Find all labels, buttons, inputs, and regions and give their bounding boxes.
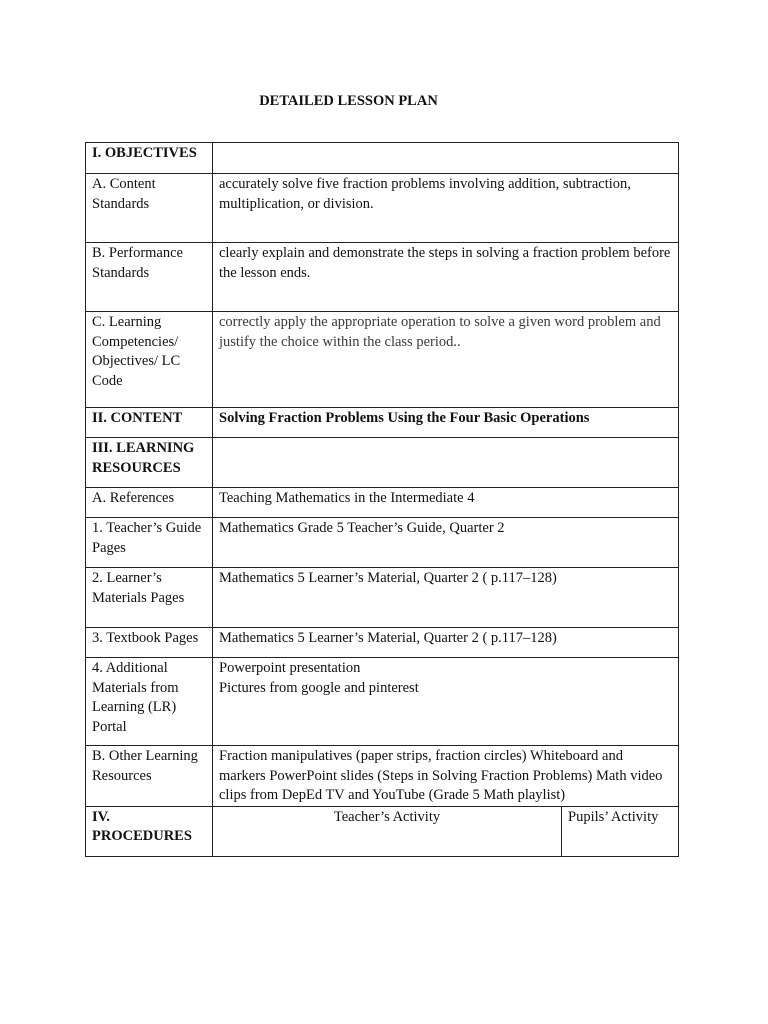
additional-materials-value bbox=[213, 658, 679, 746]
learners-materials-value: Mathematics 5 Learner’s Material, Quarter 2 ( p.117–128) bbox=[213, 568, 679, 628]
content-heading: II. CONTENT bbox=[86, 408, 213, 438]
textbook-label: 3. Textbook Pages bbox=[86, 628, 213, 658]
table-row bbox=[86, 628, 679, 658]
table-row bbox=[86, 568, 679, 628]
teacher-activity-header: Teacher’s Activity bbox=[213, 806, 562, 856]
learners-materials-label: 2. Learner’s Materials Pages bbox=[86, 568, 213, 628]
pupil-activity-header: Pupils’ Activity bbox=[562, 806, 679, 856]
other-resources-value: Fraction manipulatives (paper strips, fraction circles) Whiteboard and markers PowerPoint slides (Steps in Solving Fraction Problems) Math video clips from DepEd TV and YouTube (Grade 5 Math playlist) bbox=[213, 746, 679, 807]
table-row bbox=[86, 408, 679, 438]
lesson-plan-table bbox=[85, 142, 679, 857]
additional-materials-line-1: Powerpoint presentation bbox=[219, 660, 361, 676]
objectives-empty-cell bbox=[213, 143, 679, 174]
performance-standards-value: clearly explain and demonstrate the steps in solving a fraction problem before the lesson ends. bbox=[213, 243, 679, 312]
learning-resources-empty-cell bbox=[213, 438, 679, 488]
references-value: Teaching Mathematics in the Intermediate 4 bbox=[213, 488, 679, 518]
additional-materials-label: 4. Additional Materials from Learning (LR) Portal bbox=[86, 658, 213, 746]
additional-materials-line-2: Pictures from google and pinterest bbox=[219, 679, 419, 696]
other-resources-label: B. Other Learning Resources bbox=[86, 746, 213, 807]
table-row bbox=[86, 658, 679, 746]
procedures-heading: IV. PROCEDURES bbox=[86, 806, 213, 856]
references-label: A. References bbox=[86, 488, 213, 518]
page-title: DETAILED LESSON PLAN bbox=[259, 93, 438, 109]
content-standards-label: A. Content Standards bbox=[86, 174, 213, 243]
table-row bbox=[86, 143, 679, 174]
table-row bbox=[86, 746, 679, 807]
content-value: Solving Fraction Problems Using the Four Basic Operations bbox=[213, 408, 679, 438]
content-standards-value: accurately solve five fraction problems involving addition, subtraction, multiplication, or division. bbox=[213, 174, 679, 243]
table-row bbox=[86, 806, 679, 856]
table-row bbox=[86, 488, 679, 518]
table-row bbox=[86, 438, 679, 488]
performance-standards-label: B. Performance Standards bbox=[86, 243, 213, 312]
teachers-guide-label: 1. Teacher’s Guide Pages bbox=[86, 518, 213, 568]
table-row bbox=[86, 518, 679, 568]
table-row bbox=[86, 174, 679, 243]
teachers-guide-value: Mathematics Grade 5 Teacher’s Guide, Quarter 2 bbox=[213, 518, 679, 568]
learning-competencies-label: C. Learning Competencies/ Objectives/ LC Code bbox=[86, 312, 213, 408]
table-row bbox=[86, 243, 679, 312]
learning-resources-heading: III. LEARNING RESOURCES bbox=[86, 438, 213, 488]
learning-competencies-value: correctly apply the appropriate operation to solve a given word problem and justify the choice within the class period.. bbox=[213, 312, 679, 408]
table-row bbox=[86, 312, 679, 408]
textbook-value: Mathematics 5 Learner’s Material, Quarter 2 ( p.117–128) bbox=[213, 628, 679, 658]
objectives-heading: I. OBJECTIVES bbox=[86, 143, 213, 174]
